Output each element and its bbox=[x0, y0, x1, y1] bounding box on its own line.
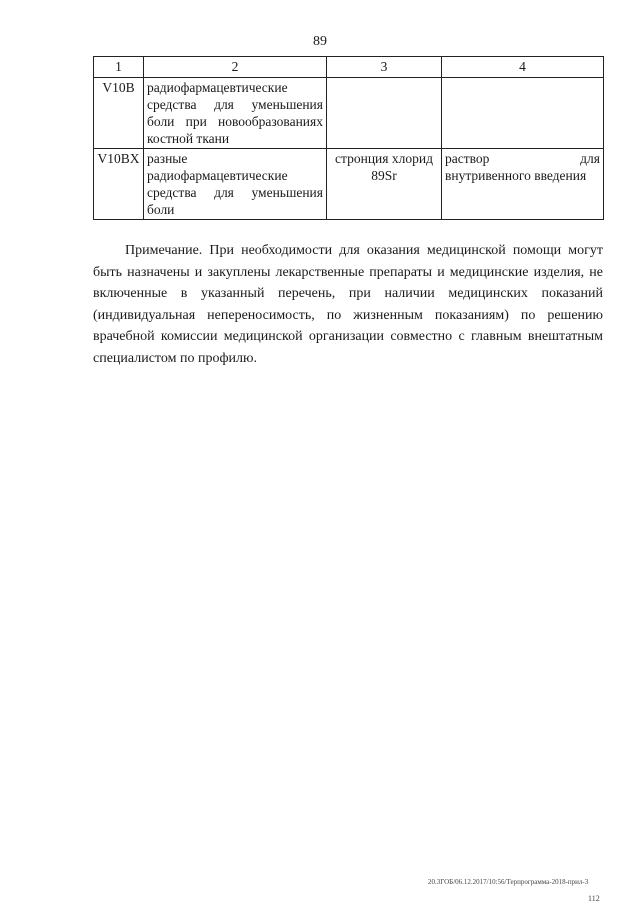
page-number: 89 bbox=[313, 34, 327, 49]
dosage-form-cell: раствор для внутривенного введения bbox=[442, 149, 604, 220]
note-paragraph: Примечание. При необходимости для оказания медицинской помощи могут быть назначены и закуплены лекарственные препараты и медицинские изделия, не включенные в указанный перечень, при наличии медицинских показаний (индивидуальная непереносимость, по жизненным показаниям) по решению врачебной комиссии медицинской организации совместно с главным внештатным специалистом по профилю. bbox=[93, 243, 603, 366]
group-cell: радиофармацевтические средства для уменьшения боли при новообразованиях костной ткани bbox=[144, 78, 327, 149]
table-row bbox=[94, 78, 604, 149]
drug-table bbox=[93, 56, 604, 220]
atc-code-cell: V10B bbox=[94, 78, 144, 149]
substance-cell: стронция хлорид 89Sr bbox=[327, 149, 442, 220]
table-header-row bbox=[94, 57, 604, 78]
substance-cell bbox=[327, 78, 442, 149]
footer-stamp: 20.3ГОБ/06.12.2017/10:56/Терпрограмма-2018-прил-3 bbox=[428, 878, 589, 886]
column-header: 1 bbox=[94, 57, 144, 78]
group-cell: разные радиофармацевтические средства для уменьшения боли bbox=[144, 149, 327, 220]
column-header: 2 bbox=[144, 57, 327, 78]
footer-mark: 112 bbox=[588, 894, 600, 903]
atc-code-cell: V10BX bbox=[94, 149, 144, 220]
column-header: 4 bbox=[442, 57, 604, 78]
table-row bbox=[94, 149, 604, 220]
column-header: 3 bbox=[327, 57, 442, 78]
dosage-form-cell bbox=[442, 78, 604, 149]
